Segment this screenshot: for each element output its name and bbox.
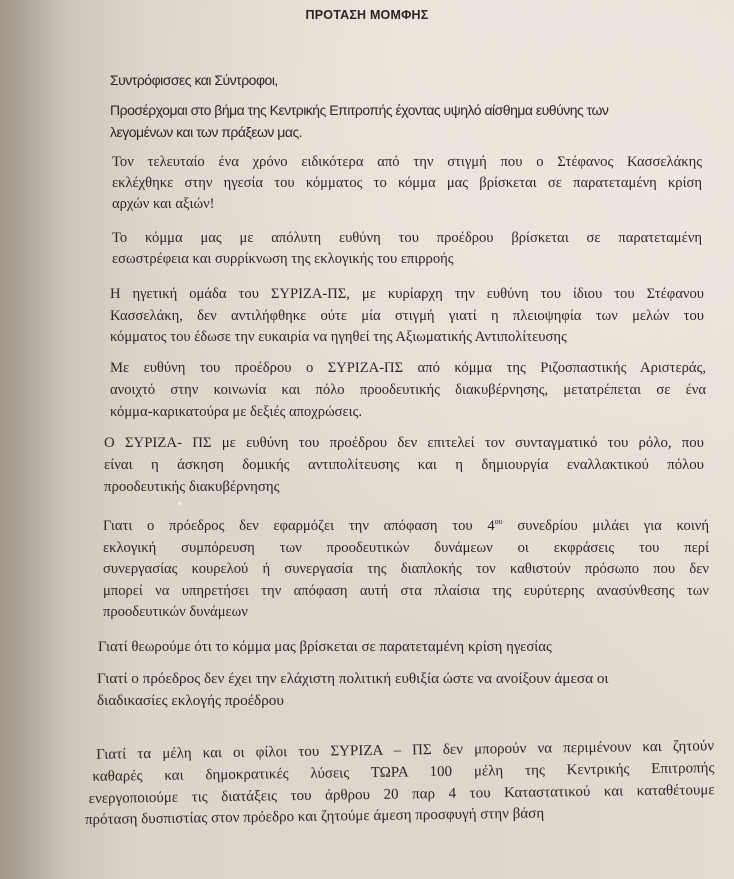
paragraph-8 [98, 636, 698, 658]
salutation [110, 70, 670, 92]
paragraph-line: Με ευθύνη του προέδρου ο ΣΥΡΙΖΑ-ΠΣ από κόμμα της Ριζοσπαστικής Αριστεράς, [110, 360, 706, 376]
paragraph-line: κόμματος του έδωσε την ευκαιρία να ηγηθεί της Αξιωματικής Αντιπολίτευσης [110, 329, 567, 345]
paragraph-line: Το κόμμα μας με απόλυτη ευθύνη του προέδρου βρίσκεται σε παρατεταμένη [112, 230, 702, 246]
paragraph-6 [104, 432, 704, 498]
paragraph-line: Ο ΣΥΡΙΖΑ- ΠΣ με ευθύνη του προέδρου δεν επιτελεί τον συνταγματικό του ρόλο, που [104, 435, 704, 451]
paragraph-9 [97, 668, 709, 712]
paragraph-line: ανοιχτό στην κοινωνία και πόλο προοδευτικής διακυβέρνησης, μετατρέπεται σε ένα [110, 382, 706, 398]
paragraph-7 [103, 516, 709, 624]
paragraph-2 [112, 152, 702, 215]
paragraph-10 [84, 736, 715, 832]
paragraph-line: ενεργοποιούμε τις διατάξεις του άρθρου 20 παρ 4 του Καταστατικού και καταθέτουμε [88, 781, 715, 807]
paragraph-line: διαδικασίες εκλογής προέδρου [97, 692, 284, 709]
paragraph-line: Γιατί θεωρούμε ότι το κόμμα μας βρίσκεται σε παρατεταμένη κρίση ηγεσίας [98, 639, 552, 655]
paragraph-line: κόμμα-καρικατούρα με δεξιές αποχρώσεις. [110, 404, 363, 420]
paragraph-line: Κασσελάκη, δεν αντιλήφθηκε ούτε μία στιγμή γιατί η πλειοψηφία των μελών του [110, 307, 704, 324]
paragraph-line: συνεργασίας κουρελού ή συνεργασία της διαπλοκής τον καθιστούν πρόσωπο που δεν [103, 561, 709, 578]
paragraph-line: λεγομένων και των πράξεων μας. [110, 123, 303, 140]
paragraph-4 [110, 284, 704, 349]
salutation-text: Συντρόφισσες και Σύντροφοι, [110, 72, 278, 88]
document-title: ΠΡΟΤΑΣΗ ΜΟΜΦΗΣ [305, 8, 429, 22]
text-fragment: Γιατι ο πρόεδρος δεν εφαρμόζει την απόφαση του 4 [103, 518, 495, 534]
paragraph-3 [112, 228, 702, 270]
paragraph-1 [110, 100, 710, 143]
paragraph-line: εκλέχθηκε στην ηγεσία του κόμματος το κόμμα μας βρίσκεται σε παρατεταμένη κρίση [112, 175, 702, 191]
paragraph-line: Τον τελευταίο ένα χρόνο ειδικότερα από την στιγμή που ο Στέφανος Κασσελάκης [112, 154, 702, 170]
paragraph-line: προοδευτικών δυνάμεων [103, 604, 248, 621]
paragraph-line-1 [103, 516, 709, 538]
paragraph-line: μπορεί να υπηρετήσει την απόφαση αυτή στα πλαίσια της ευρύτερης ανασύνθεσης των [103, 582, 709, 599]
paragraph-line: Γιατί ο πρόεδρος δεν έχει την ελάχιστη πολιτική ευθιξία ώστε να ανοίξουν άμεσα οι [97, 670, 609, 687]
paragraph-5 [110, 357, 706, 423]
paragraph-line: είναι η άσκηση δομικής αντιπολίτευσης και η δημιουργία εναλλακτικού πόλου [104, 457, 704, 473]
paragraph-line: προοδευτικής διακυβέρνησης [104, 479, 280, 495]
paragraph-line: Προσέρχομαι στο βήμα της Κεντρικής Επιτροπής έχοντας υψηλό αίσθημα ευθύνης των [110, 102, 609, 118]
paragraph-line: Η ηγετική ομάδα του ΣΥΡΙΖΑ-ΠΣ, με κυρίαρχη την ευθύνη του ίδιου του Στέφανου [110, 286, 704, 302]
ordinal-superscript: ου [494, 517, 503, 527]
paragraph-line: Γιατί τα μέλη και οι φίλοι του ΣΥΡΙΖΑ – ΠΣ δεν μπορούν να περιμένουν και ζητούν [96, 738, 715, 763]
paragraph-line: εκλογική συμπόρευση των προοδευτικών δυνάμεων οι εκφράσεις του περί [103, 539, 709, 556]
page-shadow [0, 0, 70, 879]
paragraph-line: καθαρές και δημοκρατικές λύσεις ΤΩΡΑ 100 μέλη της Κεντρικής Επιτροπής [92, 759, 715, 785]
paragraph-line: εσωστρέφεια και συρρίκνωση της εκλογικής του επιρροής [112, 251, 454, 267]
paragraph-line: πρόταση δυσπιστίας στον πρόεδρο και ζητούμε άμεση προσφυγή στην βάση [84, 805, 545, 829]
text-fragment: συνεδρίου μιλάει για κοινή [502, 518, 709, 534]
paper-speck [178, 502, 181, 505]
paragraph-line: αρχών και αξιών! [112, 196, 215, 212]
